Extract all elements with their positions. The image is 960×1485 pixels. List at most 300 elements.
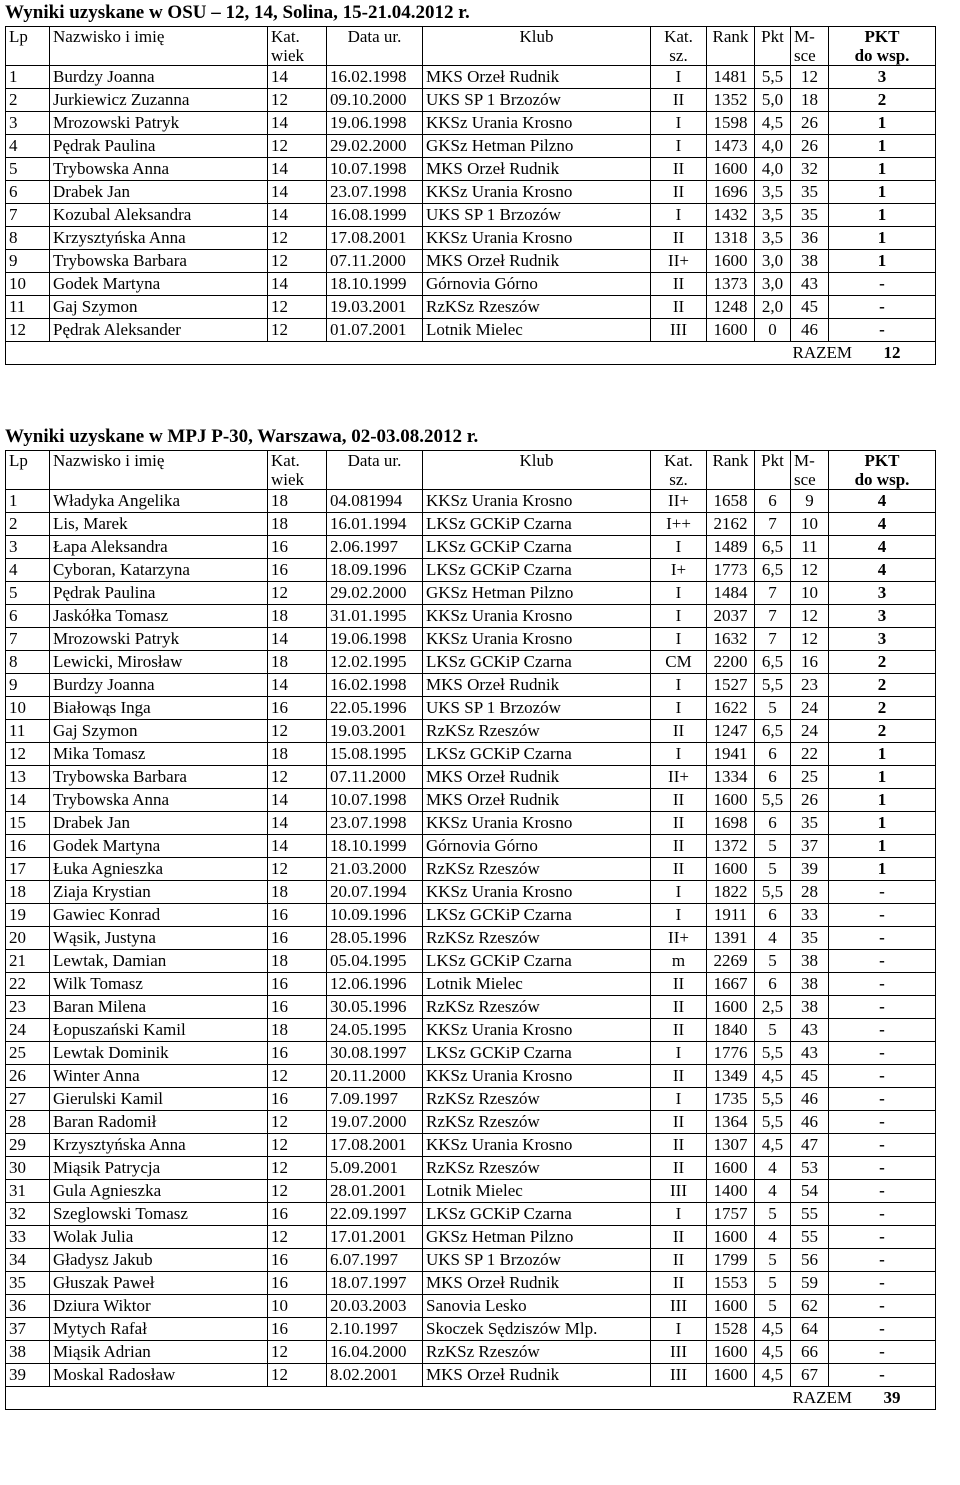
cell-name: Łuka Agnieszka xyxy=(50,858,268,881)
cell-club: LKSz GCKiP Czarna xyxy=(423,536,651,559)
cell-msce: 46 xyxy=(791,319,829,342)
cell-kat-wiek: 12 xyxy=(268,1157,327,1180)
cell-lp: 2 xyxy=(6,513,50,536)
cell-rank: 1600 xyxy=(707,319,755,342)
cell-pkt: 4,0 xyxy=(755,158,791,181)
cell-msce: 10 xyxy=(791,513,829,536)
cell-msce: 37 xyxy=(791,835,829,858)
table-row xyxy=(6,66,936,89)
cell-kat-wiek: 18 xyxy=(268,490,327,513)
cell-kat-sz: I xyxy=(651,66,707,89)
section-title-mpj: Wyniki uzyskane w MPJ P-30, Warszawa, 02-03.08.2012 r. xyxy=(5,426,479,447)
cell-birth: 07.11.2000 xyxy=(327,766,423,789)
cell-kat-sz: I xyxy=(651,743,707,766)
cell-lp: 7 xyxy=(6,628,50,651)
cell-kat-wiek: 14 xyxy=(268,789,327,812)
table-row xyxy=(6,1157,936,1180)
cell-kat-wiek: 16 xyxy=(268,1042,327,1065)
cell-pkt-wsp: 4 xyxy=(829,559,936,582)
cell-msce: 28 xyxy=(791,881,829,904)
cell-kat-wiek: 14 xyxy=(268,158,327,181)
table-row xyxy=(6,273,936,296)
cell-kat-sz: II+ xyxy=(651,766,707,789)
cell-club: LKSz GCKiP Czarna xyxy=(423,513,651,536)
cell-pkt-wsp: - xyxy=(829,1318,936,1341)
cell-pkt-wsp: - xyxy=(829,296,936,319)
header-kat-sz-line: sz. xyxy=(669,46,688,65)
cell-club: MKS Orzeł Rudnik xyxy=(423,250,651,273)
cell-rank: 1489 xyxy=(707,536,755,559)
cell-pkt-wsp: - xyxy=(829,1203,936,1226)
cell-name: Mika Tomasz xyxy=(50,743,268,766)
header-kat-sz xyxy=(651,451,707,490)
cell-birth: 6.07.1997 xyxy=(327,1249,423,1272)
cell-kat-sz: II xyxy=(651,1272,707,1295)
cell-rank: 1352 xyxy=(707,89,755,112)
cell-pkt: 4,5 xyxy=(755,1065,791,1088)
cell-club: UKS SP 1 Brzozów xyxy=(423,1249,651,1272)
cell-rank: 1911 xyxy=(707,904,755,927)
cell-msce: 24 xyxy=(791,720,829,743)
cell-birth: 22.05.1996 xyxy=(327,697,423,720)
header-pkt-wsp-line: do wsp. xyxy=(854,470,910,489)
cell-club: KKSz Urania Krosno xyxy=(423,227,651,250)
cell-msce: 26 xyxy=(791,789,829,812)
cell-pkt-wsp: - xyxy=(829,273,936,296)
table-row xyxy=(6,605,936,628)
cell-name: Lewtak, Damian xyxy=(50,950,268,973)
cell-club: KKSz Urania Krosno xyxy=(423,812,651,835)
cell-name: Gładysz Jakub xyxy=(50,1249,268,1272)
cell-club: Lotnik Mielec xyxy=(423,1180,651,1203)
cell-rank: 1481 xyxy=(707,66,755,89)
cell-pkt-wsp: 1 xyxy=(829,743,936,766)
cell-name: Białowąs Inga xyxy=(50,697,268,720)
cell-rank: 1484 xyxy=(707,582,755,605)
cell-birth: 28.01.2001 xyxy=(327,1180,423,1203)
cell-kat-sz: II xyxy=(651,227,707,250)
cell-pkt: 4 xyxy=(755,1157,791,1180)
cell-rank: 1432 xyxy=(707,204,755,227)
cell-name: Trybowska Barbara xyxy=(50,766,268,789)
cell-pkt-wsp: 1 xyxy=(829,204,936,227)
cell-rank: 1773 xyxy=(707,559,755,582)
cell-kat-wiek: 16 xyxy=(268,996,327,1019)
cell-pkt: 6 xyxy=(755,973,791,996)
cell-birth: 2.10.1997 xyxy=(327,1318,423,1341)
cell-rank: 1600 xyxy=(707,250,755,273)
cell-name: Szeglowski Tomasz xyxy=(50,1203,268,1226)
cell-name: Trybowska Anna xyxy=(50,158,268,181)
cell-rank: 1600 xyxy=(707,1226,755,1249)
cell-pkt-wsp: - xyxy=(829,1249,936,1272)
cell-lp: 6 xyxy=(6,181,50,204)
cell-club: KKSz Urania Krosno xyxy=(423,490,651,513)
cell-pkt-wsp: - xyxy=(829,1157,936,1180)
cell-rank: 1735 xyxy=(707,1088,755,1111)
table-row xyxy=(6,559,936,582)
cell-club: RzKSz Rzeszów xyxy=(423,1088,651,1111)
cell-pkt-wsp: 1 xyxy=(829,227,936,250)
cell-kat-sz: II xyxy=(651,789,707,812)
header-name: Nazwisko i imię xyxy=(50,451,268,490)
cell-name: Wąsik, Justyna xyxy=(50,927,268,950)
cell-kat-sz: II xyxy=(651,296,707,319)
table-row xyxy=(6,89,936,112)
header-kat-sz xyxy=(651,27,707,66)
cell-birth: 10.09.1996 xyxy=(327,904,423,927)
cell-msce: 39 xyxy=(791,858,829,881)
cell-name: Gula Agnieszka xyxy=(50,1180,268,1203)
cell-msce: 59 xyxy=(791,1272,829,1295)
cell-lp: 19 xyxy=(6,904,50,927)
cell-club: RzKSz Rzeszów xyxy=(423,996,651,1019)
cell-birth: 5.09.2001 xyxy=(327,1157,423,1180)
header-pkt-wsp-line: PKT xyxy=(864,451,900,470)
cell-msce: 67 xyxy=(791,1364,829,1387)
cell-birth: 16.02.1998 xyxy=(327,66,423,89)
cell-pkt-wsp: 2 xyxy=(829,651,936,674)
cell-kat-sz: I xyxy=(651,628,707,651)
cell-birth: 24.05.1995 xyxy=(327,1019,423,1042)
cell-birth: 18.09.1996 xyxy=(327,559,423,582)
cell-rank: 1600 xyxy=(707,1364,755,1387)
cell-birth: 07.11.2000 xyxy=(327,250,423,273)
total-label: RAZEM xyxy=(792,1388,852,1407)
cell-club: KKSz Urania Krosno xyxy=(423,628,651,651)
cell-rank: 1799 xyxy=(707,1249,755,1272)
cell-club: RzKSz Rzeszów xyxy=(423,1111,651,1134)
cell-club: LKSz GCKiP Czarna xyxy=(423,651,651,674)
header-lp: Lp xyxy=(6,451,50,490)
header-lp: Lp xyxy=(6,27,50,66)
table-row xyxy=(6,204,936,227)
cell-name: Mrozowski Patryk xyxy=(50,112,268,135)
cell-lp: 14 xyxy=(6,789,50,812)
cell-pkt: 6 xyxy=(755,904,791,927)
cell-kat-sz: I xyxy=(651,881,707,904)
cell-lp: 30 xyxy=(6,1157,50,1180)
cell-rank: 1307 xyxy=(707,1134,755,1157)
results-table-osu xyxy=(5,26,936,365)
cell-name: Jurkiewicz Zuzanna xyxy=(50,89,268,112)
cell-pkt: 5,5 xyxy=(755,1042,791,1065)
cell-birth: 20.03.2003 xyxy=(327,1295,423,1318)
cell-lp: 23 xyxy=(6,996,50,1019)
cell-pkt-wsp: 2 xyxy=(829,674,936,697)
cell-lp: 24 xyxy=(6,1019,50,1042)
cell-pkt: 4,5 xyxy=(755,1134,791,1157)
header-kat-sz-line: sz. xyxy=(669,470,688,489)
cell-kat-sz: II xyxy=(651,996,707,1019)
cell-rank: 2269 xyxy=(707,950,755,973)
cell-kat-sz: I xyxy=(651,1042,707,1065)
cell-name: Trybowska Barbara xyxy=(50,250,268,273)
cell-birth: 04.081994 xyxy=(327,490,423,513)
cell-rank: 1600 xyxy=(707,1341,755,1364)
cell-pkt-wsp: - xyxy=(829,1111,936,1134)
cell-rank: 1600 xyxy=(707,789,755,812)
cell-lp: 9 xyxy=(6,250,50,273)
cell-pkt: 5,5 xyxy=(755,1111,791,1134)
cell-lp: 25 xyxy=(6,1042,50,1065)
cell-kat-sz: II xyxy=(651,158,707,181)
cell-name: Lewtak Dominik xyxy=(50,1042,268,1065)
cell-kat-wiek: 16 xyxy=(268,1088,327,1111)
cell-lp: 6 xyxy=(6,605,50,628)
table-row xyxy=(6,1111,936,1134)
cell-birth: 17.08.2001 xyxy=(327,1134,423,1157)
cell-pkt-wsp: 1 xyxy=(829,181,936,204)
table-row xyxy=(6,858,936,881)
cell-kat-sz: II xyxy=(651,1226,707,1249)
header-kat-wiek xyxy=(268,27,327,66)
cell-kat-sz: III xyxy=(651,1364,707,1387)
cell-lp: 9 xyxy=(6,674,50,697)
cell-club: Lotnik Mielec xyxy=(423,973,651,996)
cell-msce: 54 xyxy=(791,1180,829,1203)
header-pkt: Pkt xyxy=(755,27,791,66)
cell-pkt-wsp: 3 xyxy=(829,605,936,628)
cell-kat-wiek: 16 xyxy=(268,1272,327,1295)
cell-kat-sz: I xyxy=(651,1203,707,1226)
cell-kat-wiek: 14 xyxy=(268,674,327,697)
cell-birth: 16.04.2000 xyxy=(327,1341,423,1364)
cell-kat-wiek: 12 xyxy=(268,1065,327,1088)
cell-lp: 15 xyxy=(6,812,50,835)
cell-kat-wiek: 12 xyxy=(268,720,327,743)
cell-kat-wiek: 14 xyxy=(268,273,327,296)
header-kat-sz-line: Kat. xyxy=(664,451,693,470)
cell-pkt-wsp: - xyxy=(829,319,936,342)
table-row xyxy=(6,1272,936,1295)
cell-msce: 64 xyxy=(791,1318,829,1341)
cell-kat-sz: II xyxy=(651,1249,707,1272)
cell-msce: 18 xyxy=(791,89,829,112)
cell-club: MKS Orzeł Rudnik xyxy=(423,1272,651,1295)
cell-rank: 1527 xyxy=(707,674,755,697)
cell-pkt: 2,0 xyxy=(755,296,791,319)
cell-rank: 1372 xyxy=(707,835,755,858)
cell-name: Gaj Szymon xyxy=(50,296,268,319)
total-value: 39 xyxy=(883,1388,901,1407)
cell-kat-wiek: 18 xyxy=(268,513,327,536)
cell-kat-sz: II xyxy=(651,1111,707,1134)
cell-msce: 53 xyxy=(791,1157,829,1180)
cell-kat-wiek: 14 xyxy=(268,628,327,651)
total-row xyxy=(6,342,936,365)
cell-pkt: 5 xyxy=(755,1249,791,1272)
table-row xyxy=(6,950,936,973)
cell-msce: 43 xyxy=(791,1042,829,1065)
cell-kat-wiek: 12 xyxy=(268,1180,327,1203)
cell-kat-wiek: 12 xyxy=(268,858,327,881)
header-kat-wiek-line: Kat. xyxy=(271,451,300,470)
cell-birth: 30.05.1996 xyxy=(327,996,423,1019)
cell-lp: 10 xyxy=(6,697,50,720)
table-row xyxy=(6,582,936,605)
cell-birth: 28.05.1996 xyxy=(327,927,423,950)
cell-msce: 35 xyxy=(791,204,829,227)
cell-msce: 43 xyxy=(791,1019,829,1042)
cell-pkt: 0 xyxy=(755,319,791,342)
cell-msce: 35 xyxy=(791,927,829,950)
cell-rank: 1600 xyxy=(707,158,755,181)
cell-lp: 7 xyxy=(6,204,50,227)
cell-pkt-wsp: 4 xyxy=(829,536,936,559)
cell-kat-wiek: 16 xyxy=(268,904,327,927)
cell-rank: 2037 xyxy=(707,605,755,628)
cell-msce: 12 xyxy=(791,605,829,628)
table-row xyxy=(6,743,936,766)
cell-kat-wiek: 18 xyxy=(268,651,327,674)
cell-birth: 2.06.1997 xyxy=(327,536,423,559)
cell-name: Lis, Marek xyxy=(50,513,268,536)
cell-msce: 36 xyxy=(791,227,829,250)
cell-name: Drabek Jan xyxy=(50,812,268,835)
cell-club: UKS SP 1 Brzozów xyxy=(423,89,651,112)
header-msce-line: M- xyxy=(794,27,815,46)
header-club: Klub xyxy=(423,27,651,66)
cell-kat-sz: III xyxy=(651,319,707,342)
cell-msce: 33 xyxy=(791,904,829,927)
cell-rank: 1941 xyxy=(707,743,755,766)
cell-pkt: 7 xyxy=(755,628,791,651)
cell-name: Łopuszański Kamil xyxy=(50,1019,268,1042)
cell-kat-sz: II xyxy=(651,181,707,204)
cell-lp: 37 xyxy=(6,1318,50,1341)
cell-kat-sz: CM xyxy=(651,651,707,674)
cell-kat-sz: I xyxy=(651,904,707,927)
cell-kat-wiek: 12 xyxy=(268,89,327,112)
cell-lp: 29 xyxy=(6,1134,50,1157)
cell-birth: 19.03.2001 xyxy=(327,296,423,319)
cell-msce: 38 xyxy=(791,250,829,273)
cell-lp: 2 xyxy=(6,89,50,112)
cell-rank: 1473 xyxy=(707,135,755,158)
cell-name: Mrozowski Patryk xyxy=(50,628,268,651)
header-rank: Rank xyxy=(707,27,755,66)
cell-pkt-wsp: - xyxy=(829,904,936,927)
table-row xyxy=(6,1134,936,1157)
cell-kat-sz: I xyxy=(651,204,707,227)
cell-club: Sanovia Lesko xyxy=(423,1295,651,1318)
cell-birth: 19.07.2000 xyxy=(327,1111,423,1134)
cell-kat-wiek: 12 xyxy=(268,135,327,158)
cell-club: Skoczek Sędziszów Mlp. xyxy=(423,1318,651,1341)
cell-kat-sz: II+ xyxy=(651,927,707,950)
cell-club: KKSz Urania Krosno xyxy=(423,605,651,628)
cell-birth: 7.09.1997 xyxy=(327,1088,423,1111)
cell-kat-sz: m xyxy=(651,950,707,973)
cell-lp: 28 xyxy=(6,1111,50,1134)
cell-msce: 38 xyxy=(791,950,829,973)
cell-pkt: 5 xyxy=(755,1295,791,1318)
table-row xyxy=(6,112,936,135)
cell-name: Drabek Jan xyxy=(50,181,268,204)
table-row xyxy=(6,720,936,743)
total-row xyxy=(6,1387,936,1410)
cell-pkt: 3,0 xyxy=(755,273,791,296)
total-value: 12 xyxy=(883,343,901,362)
table-row xyxy=(6,881,936,904)
cell-lp: 10 xyxy=(6,273,50,296)
cell-kat-sz: II xyxy=(651,720,707,743)
cell-birth: 19.06.1998 xyxy=(327,112,423,135)
cell-club: LKSz GCKiP Czarna xyxy=(423,950,651,973)
cell-msce: 43 xyxy=(791,273,829,296)
cell-kat-wiek: 16 xyxy=(268,927,327,950)
cell-birth: 17.08.2001 xyxy=(327,227,423,250)
cell-club: MKS Orzeł Rudnik xyxy=(423,158,651,181)
cell-kat-wiek: 12 xyxy=(268,227,327,250)
cell-kat-wiek: 16 xyxy=(268,973,327,996)
table-row xyxy=(6,1042,936,1065)
cell-kat-wiek: 16 xyxy=(268,1318,327,1341)
cell-msce: 25 xyxy=(791,766,829,789)
cell-rank: 1600 xyxy=(707,1157,755,1180)
cell-rank: 1757 xyxy=(707,1203,755,1226)
table-row xyxy=(6,1088,936,1111)
cell-name: Łapa Aleksandra xyxy=(50,536,268,559)
cell-pkt-wsp: 2 xyxy=(829,697,936,720)
header-msce xyxy=(791,451,829,490)
header-rank: Rank xyxy=(707,451,755,490)
cell-pkt-wsp: - xyxy=(829,927,936,950)
cell-name: Godek Martyna xyxy=(50,835,268,858)
table-row xyxy=(6,158,936,181)
cell-pkt: 4,5 xyxy=(755,1341,791,1364)
cell-kat-wiek: 12 xyxy=(268,766,327,789)
cell-kat-wiek: 14 xyxy=(268,204,327,227)
cell-birth: 30.08.1997 xyxy=(327,1042,423,1065)
cell-kat-sz: II xyxy=(651,273,707,296)
cell-pkt: 6,5 xyxy=(755,536,791,559)
cell-msce: 35 xyxy=(791,812,829,835)
cell-rank: 1598 xyxy=(707,112,755,135)
cell-birth: 23.07.1998 xyxy=(327,181,423,204)
cell-lp: 34 xyxy=(6,1249,50,1272)
cell-kat-wiek: 14 xyxy=(268,812,327,835)
cell-club: RzKSz Rzeszów xyxy=(423,1157,651,1180)
header-kat-wiek-line: Kat. xyxy=(271,27,300,46)
cell-name: Władyka Angelika xyxy=(50,490,268,513)
cell-kat-wiek: 12 xyxy=(268,582,327,605)
cell-kat-wiek: 12 xyxy=(268,1111,327,1134)
cell-kat-sz: I xyxy=(651,1318,707,1341)
cell-msce: 32 xyxy=(791,158,829,181)
cell-kat-sz: III xyxy=(651,1180,707,1203)
cell-kat-sz: II xyxy=(651,1065,707,1088)
header-pkt: Pkt xyxy=(755,451,791,490)
cell-name: Krzysztyńska Anna xyxy=(50,227,268,250)
cell-pkt: 5,5 xyxy=(755,881,791,904)
table-row xyxy=(6,1295,936,1318)
cell-club: LKSz GCKiP Czarna xyxy=(423,904,651,927)
cell-msce: 24 xyxy=(791,697,829,720)
cell-name: Burdzy Joanna xyxy=(50,674,268,697)
cell-name: Gawiec Konrad xyxy=(50,904,268,927)
cell-rank: 1400 xyxy=(707,1180,755,1203)
cell-birth: 10.07.1998 xyxy=(327,789,423,812)
cell-club: MKS Orzeł Rudnik xyxy=(423,674,651,697)
cell-club: LKSz GCKiP Czarna xyxy=(423,559,651,582)
cell-kat-sz: II xyxy=(651,812,707,835)
cell-name: Trybowska Anna xyxy=(50,789,268,812)
cell-pkt-wsp: - xyxy=(829,1272,936,1295)
cell-msce: 22 xyxy=(791,743,829,766)
cell-kat-wiek: 14 xyxy=(268,181,327,204)
